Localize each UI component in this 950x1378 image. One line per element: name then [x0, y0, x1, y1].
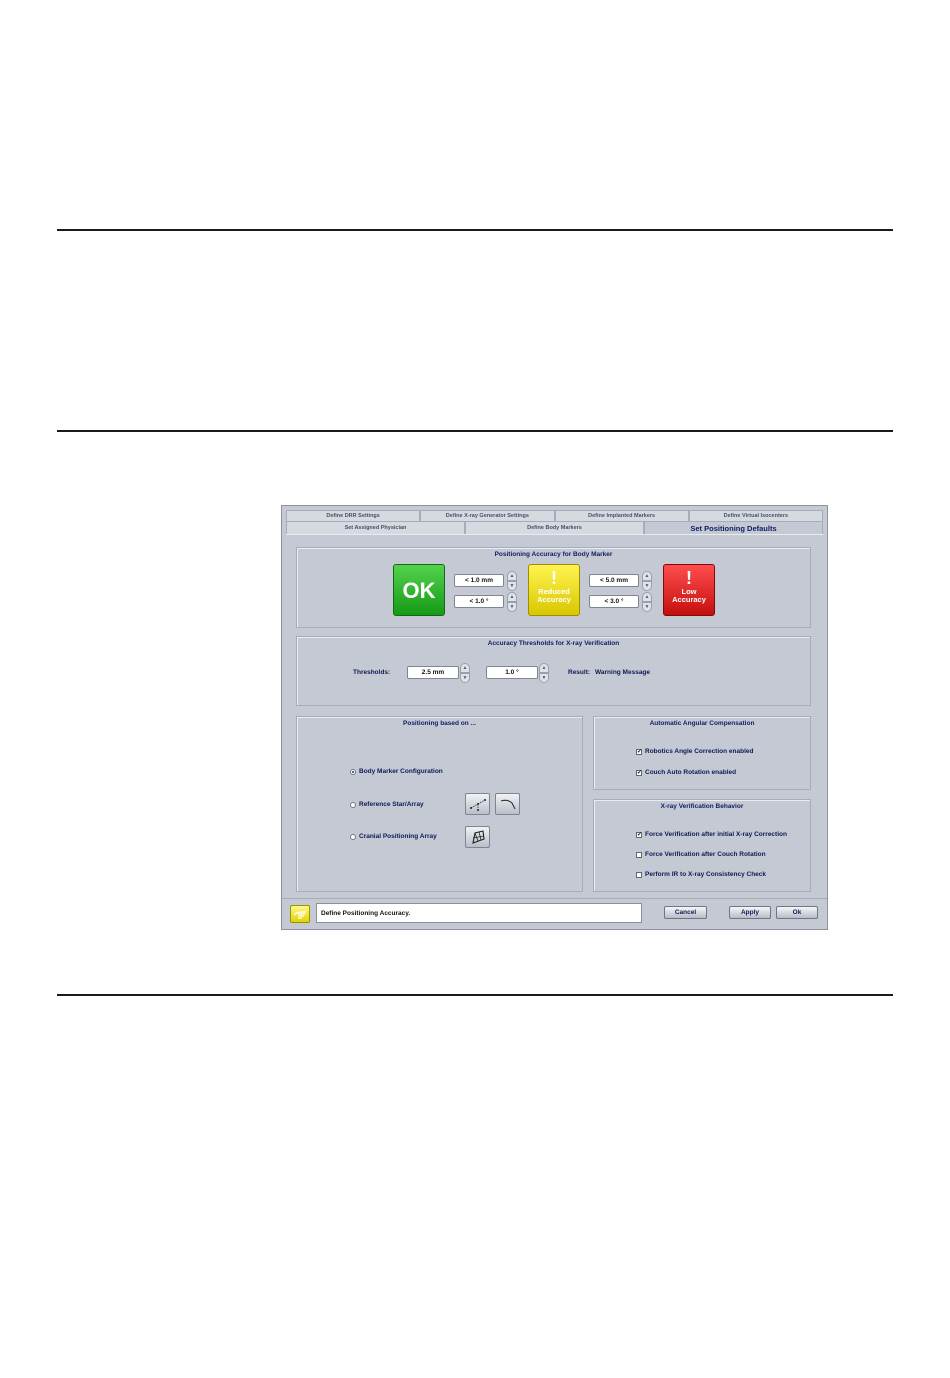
status-message: Define Positioning Accuracy.	[316, 903, 642, 923]
option-cranial-array-label[interactable]: Cranial Positioning Array	[359, 833, 437, 840]
status-bar	[282, 898, 827, 929]
tab-content	[286, 534, 823, 899]
angular-compensation-group	[593, 716, 811, 790]
bottom-rule	[57, 994, 893, 996]
accuracy-group-title: Positioning Accuracy for Body Marker	[494, 551, 613, 558]
exclamation-icon: !	[551, 568, 557, 588]
reduced-deg-field[interactable]: < 3.0 °	[589, 595, 639, 608]
result-label: Result:	[568, 669, 591, 676]
reduced-mm-field[interactable]: < 5.0 mm	[589, 574, 639, 587]
tab-define-drr-settings[interactable]: Define DRR Settings	[286, 510, 420, 521]
ok-deg-spinner[interactable]	[507, 592, 517, 612]
low-label-2: Accuracy	[672, 594, 706, 604]
spin-down-icon[interactable]: ▼	[642, 581, 652, 591]
threshold-deg-spinner[interactable]	[539, 663, 549, 683]
reduced-deg-spinner[interactable]	[642, 592, 652, 612]
ir-xray-consistency-label[interactable]: Perform IR to X-ray Consistency Check	[645, 871, 767, 878]
reduced-label-1: Reduced	[538, 587, 570, 596]
ok-status-icon	[393, 564, 445, 616]
ok-button[interactable]: Ok	[776, 906, 818, 919]
hand-icon	[290, 905, 310, 923]
reference-star-icon	[469, 797, 487, 811]
force-verification-couch-checkbox[interactable]	[636, 852, 642, 858]
spin-down-icon[interactable]: ▼	[507, 602, 517, 612]
apply-button[interactable]: Apply	[729, 906, 771, 919]
reference-array-button[interactable]	[495, 793, 520, 815]
low-label-1: Low	[681, 587, 697, 596]
robotics-angle-label[interactable]: Robotics Angle Correction enabled	[645, 748, 754, 755]
ok-deg-field[interactable]: < 1.0 °	[454, 595, 504, 608]
ok-mm-spinner[interactable]	[507, 571, 517, 591]
force-verification-initial-checkbox[interactable]: ✓	[637, 832, 643, 838]
xray-thresholds-group	[296, 636, 811, 706]
spin-down-icon[interactable]: ▼	[642, 602, 652, 612]
reference-array-icon	[499, 797, 517, 811]
middle-rule	[57, 430, 893, 432]
cranial-array-button[interactable]	[465, 826, 490, 848]
spin-up-icon[interactable]: ▲	[507, 592, 517, 602]
robotics-angle-checkbox[interactable]: ✓	[637, 749, 643, 755]
ok-label: OK	[402, 578, 436, 603]
positioning-group	[296, 716, 583, 892]
reference-star-button[interactable]	[465, 793, 490, 815]
cancel-button[interactable]: Cancel	[664, 906, 707, 919]
reduced-accuracy-icon	[528, 564, 580, 616]
result-value: Warning Message	[595, 669, 651, 676]
positioning-defaults-dialog	[281, 505, 828, 930]
spin-up-icon[interactable]: ▲	[642, 571, 652, 581]
ok-mm-field[interactable]: < 1.0 mm	[454, 574, 504, 587]
radio-cranial-array[interactable]	[350, 834, 356, 840]
option-reference-star-label[interactable]: Reference Star/Array	[359, 801, 424, 808]
positioning-group-title: Positioning based on ...	[403, 720, 476, 727]
ir-xray-consistency-checkbox[interactable]	[636, 872, 642, 878]
tab-set-assigned-physician[interactable]: Set Assigned Physician	[286, 521, 465, 534]
option-body-marker-label[interactable]: Body Marker Configuration	[359, 768, 443, 775]
exclamation-icon: !	[686, 568, 692, 588]
tab-row-upper	[286, 510, 823, 521]
spin-down-icon[interactable]: ▼	[539, 673, 549, 683]
tab-define-body-markers[interactable]: Define Body Markers	[465, 521, 644, 534]
xray-verification-group	[593, 799, 811, 892]
spin-down-icon[interactable]: ▼	[460, 673, 470, 683]
xray-thresholds-title: Accuracy Thresholds for X-ray Verification	[487, 640, 620, 647]
accuracy-group	[296, 547, 811, 628]
radio-body-marker[interactable]	[350, 769, 356, 775]
reduced-mm-spinner[interactable]	[642, 571, 652, 591]
cranial-array-icon	[469, 829, 487, 845]
tab-define-implanted-markers[interactable]: Define Implanted Markers	[555, 510, 689, 521]
thresholds-label: Thresholds:	[353, 669, 391, 676]
threshold-mm-spinner[interactable]	[460, 663, 470, 683]
angular-compensation-title: Automatic Angular Compensation	[649, 720, 755, 727]
tab-define-virtual-isocenters[interactable]: Define Virtual Isocenters	[689, 510, 823, 521]
force-verification-couch-label[interactable]: Force Verification after Couch Rotation	[645, 851, 766, 858]
xray-verification-title: X-ray Verification Behavior	[660, 803, 744, 810]
tab-row-lower	[286, 521, 823, 534]
top-rule	[57, 229, 893, 231]
low-accuracy-icon	[663, 564, 715, 616]
radio-reference-star[interactable]	[350, 802, 356, 808]
threshold-mm-field[interactable]: 2.5 mm	[407, 666, 459, 679]
reduced-label-2: Accuracy	[537, 594, 571, 604]
spin-down-icon[interactable]: ▼	[507, 581, 517, 591]
spin-up-icon[interactable]: ▲	[642, 592, 652, 602]
spin-up-icon[interactable]: ▲	[539, 663, 549, 673]
hand-glyph-icon	[293, 909, 307, 919]
couch-auto-rotation-label[interactable]: Couch Auto Rotation enabled	[645, 769, 737, 776]
tab-define-xray-generator-settings[interactable]: Define X-ray Generator Settings	[420, 510, 554, 521]
threshold-deg-field[interactable]: 1.0 °	[486, 666, 538, 679]
spin-up-icon[interactable]: ▲	[507, 571, 517, 581]
tab-set-positioning-defaults[interactable]: Set Positioning Defaults	[644, 521, 823, 534]
force-verification-initial-label[interactable]: Force Verification after initial X-ray Correction	[645, 831, 787, 838]
couch-auto-rotation-checkbox[interactable]: ✓	[637, 770, 643, 776]
spin-up-icon[interactable]: ▲	[460, 663, 470, 673]
